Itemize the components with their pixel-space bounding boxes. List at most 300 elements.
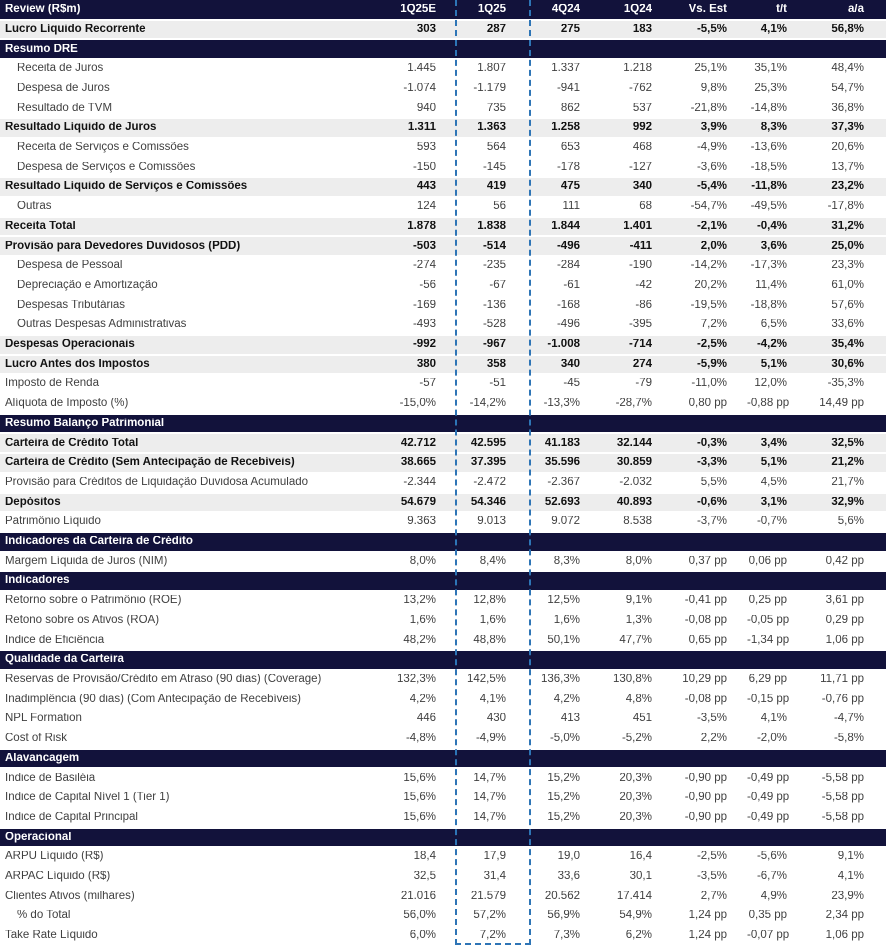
- cell-1q25: -51: [489, 378, 506, 390]
- section-title: Qualidade da Carteira: [5, 654, 124, 666]
- cell-4q24: 275: [560, 23, 580, 35]
- table-row: [0, 256, 886, 276]
- cell-1q24: 130,8%: [612, 674, 652, 685]
- cell-t-t: 0,25 pp: [748, 595, 787, 607]
- cell-vs-est: -0,41 pp: [684, 595, 727, 607]
- row-label: % do Total: [17, 910, 71, 922]
- table-row: [0, 552, 886, 572]
- row-label: ARPAC Líquido (R$): [5, 871, 111, 883]
- cell-1q25e: 446: [416, 713, 436, 725]
- cell-4q24: 33,6: [557, 871, 580, 883]
- row-label: Despesa de Juros: [17, 82, 110, 94]
- table-row: [0, 847, 886, 867]
- column-header-1q25: 1Q25: [477, 3, 506, 15]
- cell-1q24: 20,3%: [619, 772, 652, 784]
- cell-1q25: -1.179: [473, 82, 506, 94]
- cell-1q24: -2.032: [619, 476, 652, 488]
- cell-t-t: 5,1%: [760, 358, 787, 370]
- cell-t-t: -0,49 pp: [747, 772, 790, 784]
- row-label: Reservas de Provisão/Crédito em Atraso (90 dias) (Coverage): [5, 674, 322, 685]
- cell-vs-est: -14,2%: [690, 260, 727, 272]
- cell-t-t: -4,2%: [756, 339, 787, 351]
- cell-1q25e: 380: [416, 358, 436, 370]
- cell-1q25: 1,6%: [479, 614, 506, 626]
- cell-t-t: 0,35 pp: [748, 910, 787, 922]
- cell-vs-est: 0,37 pp: [688, 555, 727, 567]
- cell-4q24: 1.258: [551, 122, 580, 134]
- cell-1q25e: 56,0%: [403, 910, 436, 922]
- table-row: [0, 79, 886, 99]
- cell-1q25: -67: [489, 279, 506, 291]
- row-label: Lucro Antes dos Impostos: [5, 358, 150, 370]
- cell-a-a: 13,7%: [831, 161, 864, 173]
- cell-a-a: 57,6%: [831, 299, 864, 311]
- cell-a-a: 1,06 pp: [825, 634, 864, 646]
- cell-1q25: 17,9: [483, 851, 506, 863]
- cell-4q24: 4,2%: [553, 693, 580, 705]
- cell-1q24: 8.538: [623, 516, 652, 528]
- table-header-row: [0, 0, 886, 20]
- cell-1q25: 358: [486, 358, 506, 370]
- cell-t-t: 12,0%: [754, 378, 787, 390]
- section-header-row: [0, 828, 886, 848]
- row-label: Índice de Eficiência: [5, 634, 105, 646]
- table-row: [0, 177, 886, 197]
- cell-vs-est: -19,5%: [690, 299, 727, 311]
- row-label: Resultado Líquido de Serviços e Comissões: [5, 181, 248, 193]
- cell-1q25: 57,2%: [473, 910, 506, 922]
- cell-t-t: 3,4%: [760, 437, 787, 449]
- cell-1q25: 21.579: [470, 890, 506, 902]
- header-label: Review (R$m): [5, 3, 81, 15]
- cell-1q25e: 15,6%: [403, 772, 436, 784]
- cell-1q25e: 4,2%: [409, 693, 436, 705]
- cell-a-a: 2,34 pp: [825, 910, 864, 922]
- cell-1q25: 1.363: [477, 122, 506, 134]
- cell-4q24: 1,6%: [553, 614, 580, 626]
- cell-t-t: -0,49 pp: [747, 811, 790, 823]
- row-label: Despesa de Serviços e Comissões: [17, 161, 196, 173]
- cell-1q24: -42: [635, 279, 652, 291]
- cell-1q25: 735: [486, 102, 506, 114]
- cell-1q24: -411: [629, 240, 652, 252]
- cell-1q25: -4,9%: [475, 733, 506, 745]
- cell-a-a: 23,3%: [831, 260, 864, 272]
- column-header-t-t: t/t: [776, 3, 787, 15]
- cell-4q24: -284: [556, 260, 580, 272]
- cell-1q25e: 13,2%: [403, 595, 436, 607]
- cell-4q24: 15,2%: [547, 772, 580, 784]
- cell-4q24: 15,2%: [547, 811, 580, 823]
- cell-t-t: 11,4%: [755, 279, 787, 291]
- cell-1q25e: 21.016: [400, 890, 436, 902]
- cell-vs-est: -3,3%: [696, 457, 727, 469]
- table-row: [0, 276, 886, 296]
- cell-t-t: 6,29 pp: [748, 674, 787, 685]
- cell-1q25e: 32,5: [413, 871, 436, 883]
- table-row: [0, 355, 886, 375]
- cell-a-a: 37,3%: [831, 122, 864, 134]
- cell-1q25e: -2.344: [403, 476, 436, 488]
- cell-1q24: 16,4: [629, 851, 652, 863]
- table-row: [0, 591, 886, 611]
- cell-1q25: 37.395: [470, 457, 506, 469]
- cell-4q24: -496: [556, 319, 580, 331]
- table-row: [0, 59, 886, 79]
- table-row: [0, 887, 886, 907]
- row-label: Carteira de Crédito Total: [5, 437, 139, 449]
- cell-1q24: -28,7%: [615, 398, 652, 410]
- cell-4q24: -45: [563, 378, 580, 390]
- cell-vs-est: -0,3%: [696, 437, 727, 449]
- cell-4q24: -61: [563, 279, 580, 291]
- cell-1q25e: -15,0%: [399, 398, 436, 410]
- section-header-row: [0, 571, 886, 591]
- cell-1q25: 56: [493, 201, 506, 213]
- cell-1q24: 40.893: [616, 496, 652, 508]
- cell-t-t: 3,1%: [760, 496, 787, 508]
- cell-vs-est: -21,8%: [690, 102, 727, 114]
- cell-vs-est: -5,5%: [696, 23, 727, 35]
- cell-1q24: -86: [635, 299, 652, 311]
- cell-t-t: -0,07 pp: [747, 930, 790, 942]
- cell-1q25e: -57: [419, 378, 436, 390]
- row-label: Cost of Risk: [5, 733, 67, 745]
- cell-a-a: 30,6%: [831, 358, 864, 370]
- cell-1q25: 14,7%: [473, 811, 506, 823]
- cell-4q24: -1.008: [547, 339, 580, 351]
- row-label: Retono sobre os Ativos (ROA): [5, 614, 160, 626]
- cell-vs-est: -0,08 pp: [684, 614, 727, 626]
- cell-4q24: 9.072: [551, 516, 580, 528]
- row-label: Imposto de Renda: [5, 378, 99, 390]
- section-header-row: [0, 39, 886, 59]
- cell-1q25e: 593: [416, 142, 436, 154]
- cell-4q24: 413: [560, 713, 580, 725]
- cell-vs-est: 2,0%: [700, 240, 727, 252]
- row-label: Margem Líquida de Juros (NIM): [5, 555, 168, 567]
- cell-vs-est: -54,7%: [690, 201, 727, 213]
- cell-vs-est: 5,5%: [700, 476, 727, 488]
- cell-t-t: 25,3%: [754, 82, 787, 94]
- cell-1q25: 564: [486, 142, 506, 154]
- cell-4q24: -5,0%: [549, 733, 580, 745]
- row-label: NPL Formation: [5, 713, 82, 725]
- cell-1q25: 54.346: [470, 496, 506, 508]
- row-label: Índice de Capital Nível 1 (Tier 1): [5, 792, 170, 804]
- cell-4q24: 1.844: [551, 220, 580, 232]
- cell-1q25e: -4,8%: [405, 733, 436, 745]
- row-label: Receita de Juros: [17, 63, 104, 75]
- cell-a-a: 36,8%: [831, 102, 864, 114]
- cell-a-a: 21,7%: [831, 476, 864, 488]
- cell-1q25e: 42.712: [400, 437, 436, 449]
- cell-1q25e: 1,6%: [409, 614, 436, 626]
- cell-vs-est: -0,90 pp: [684, 792, 727, 804]
- cell-1q25e: -1.074: [403, 82, 436, 94]
- row-label: Índice de Capital Principal: [5, 811, 138, 823]
- cell-1q25e: 8,0%: [409, 555, 436, 567]
- cell-a-a: 9,1%: [837, 851, 864, 863]
- section-header-row: [0, 414, 886, 434]
- cell-t-t: -13,6%: [750, 142, 787, 154]
- cell-vs-est: -0,90 pp: [684, 772, 727, 784]
- cell-1q24: -5,2%: [621, 733, 652, 745]
- cell-a-a: -4,7%: [833, 713, 864, 725]
- cell-1q25e: 303: [416, 23, 436, 35]
- cell-t-t: 35,1%: [754, 63, 787, 75]
- table-row: [0, 236, 886, 256]
- cell-1q24: 1.218: [623, 63, 652, 75]
- table-row: [0, 433, 886, 453]
- cell-t-t: 4,1%: [760, 23, 787, 35]
- table-row: [0, 808, 886, 828]
- cell-1q25: 48,8%: [473, 634, 506, 646]
- cell-vs-est: 1,24 pp: [688, 910, 727, 922]
- cell-vs-est: -3,5%: [696, 871, 727, 883]
- cell-1q25: 287: [486, 23, 506, 35]
- cell-1q25e: -169: [412, 299, 436, 311]
- column-header-1q24: 1Q24: [623, 3, 652, 15]
- cell-t-t: -0,15 pp: [747, 693, 790, 705]
- table-row: [0, 335, 886, 355]
- table-row: [0, 690, 886, 710]
- cell-vs-est: -0,6%: [696, 496, 727, 508]
- table-row: [0, 512, 886, 532]
- cell-vs-est: -2,5%: [696, 851, 727, 863]
- cell-4q24: -2.367: [547, 476, 580, 488]
- column-header-a-a: a/a: [848, 3, 864, 15]
- cell-t-t: 0,06 pp: [748, 555, 787, 567]
- table-body: [0, 20, 886, 946]
- cell-4q24: 653: [560, 142, 580, 154]
- row-label: Provisão para Devedores Duvidosos (PDD): [5, 240, 241, 252]
- row-label: Índice de Basiléia: [5, 772, 96, 784]
- cell-vs-est: 25,1%: [694, 63, 727, 75]
- cell-a-a: 0,29 pp: [825, 614, 864, 626]
- cell-vs-est: -3,7%: [696, 516, 727, 528]
- section-header-row: [0, 749, 886, 769]
- cell-1q24: 451: [632, 713, 652, 725]
- section-header-row: [0, 650, 886, 670]
- cell-a-a: -0,76 pp: [821, 693, 864, 705]
- cell-1q25e: -992: [412, 339, 436, 351]
- section-title: Alavancagem: [5, 752, 80, 764]
- cell-vs-est: 1,24 pp: [688, 930, 727, 942]
- cell-vs-est: -0,08 pp: [684, 693, 727, 705]
- cell-t-t: -5,6%: [756, 851, 787, 863]
- cell-4q24: 35.596: [544, 457, 580, 469]
- cell-1q24: 32.144: [616, 437, 652, 449]
- cell-t-t: 4,9%: [760, 890, 787, 902]
- cell-1q25e: 15,6%: [403, 792, 436, 804]
- cell-4q24: 56,9%: [547, 910, 580, 922]
- cell-a-a: 20,6%: [831, 142, 864, 154]
- table-row: [0, 20, 886, 40]
- cell-1q24: 68: [639, 201, 652, 213]
- column-header-4q24: 4Q24: [551, 3, 580, 15]
- cell-a-a: 61,0%: [831, 279, 864, 291]
- cell-1q24: 8,0%: [625, 555, 652, 567]
- cell-4q24: 12,5%: [547, 595, 580, 607]
- cell-t-t: 6,5%: [760, 319, 787, 331]
- cell-vs-est: 2,7%: [700, 890, 727, 902]
- cell-4q24: 50,1%: [547, 634, 580, 646]
- cell-1q25e: 15,6%: [403, 811, 436, 823]
- table-row: [0, 138, 886, 158]
- cell-1q25e: 124: [416, 201, 436, 213]
- cell-vs-est: -2,1%: [696, 220, 727, 232]
- cell-1q24: -762: [628, 82, 652, 94]
- table-row: [0, 493, 886, 513]
- cell-4q24: 475: [560, 181, 580, 193]
- table-row: [0, 867, 886, 887]
- section-title: Resumo DRE: [5, 43, 78, 55]
- cell-t-t: -11,8%: [751, 181, 787, 193]
- table-row: [0, 729, 886, 749]
- cell-1q25e: -503: [412, 240, 436, 252]
- cell-a-a: -5,8%: [833, 733, 864, 745]
- cell-4q24: 7,3%: [553, 930, 580, 942]
- cell-1q24: 20,3%: [619, 811, 652, 823]
- row-label: Receita Total: [5, 220, 76, 232]
- table-row: [0, 315, 886, 335]
- cell-1q25: -967: [482, 339, 506, 351]
- cell-1q25: 1.838: [477, 220, 506, 232]
- cell-1q24: 30.859: [616, 457, 652, 469]
- cell-t-t: 8,3%: [760, 122, 787, 134]
- cell-vs-est: -11,0%: [691, 378, 727, 390]
- cell-a-a: 4,1%: [837, 871, 864, 883]
- cell-4q24: 111: [562, 201, 580, 213]
- cell-1q25e: -56: [419, 279, 436, 291]
- cell-vs-est: 10,29 pp: [682, 674, 727, 685]
- table-row: [0, 670, 886, 690]
- cell-a-a: -35,3%: [827, 378, 864, 390]
- cell-a-a: -17,8%: [827, 201, 864, 213]
- cell-t-t: -1,34 pp: [747, 634, 790, 646]
- cell-t-t: 5,1%: [760, 457, 787, 469]
- cell-a-a: 21,2%: [831, 457, 864, 469]
- cell-vs-est: 9,8%: [700, 82, 727, 94]
- cell-vs-est: -5,9%: [696, 358, 727, 370]
- cell-t-t: -18,8%: [750, 299, 787, 311]
- cell-t-t: -0,4%: [756, 220, 787, 232]
- cell-t-t: -2,0%: [756, 733, 787, 745]
- cell-1q24: 9,1%: [625, 595, 652, 607]
- row-label: Depósitos: [5, 496, 61, 508]
- table-row: [0, 768, 886, 788]
- row-label: Despesa de Pessoal: [17, 260, 123, 272]
- cell-1q24: 468: [632, 142, 652, 154]
- cell-t-t: -6,7%: [756, 871, 787, 883]
- cell-a-a: 31,2%: [831, 220, 864, 232]
- cell-1q24: 340: [632, 181, 652, 193]
- row-label: Receita de Serviços e Comissões: [17, 142, 189, 154]
- row-label: Retorno sobre o Patrimônio (ROE): [5, 595, 182, 607]
- cell-1q24: 54,9%: [619, 910, 652, 922]
- cell-1q25e: 6,0%: [409, 930, 436, 942]
- cell-1q25e: 38.665: [400, 457, 436, 469]
- cell-4q24: 1.337: [551, 63, 580, 75]
- cell-1q25: 14,7%: [473, 792, 506, 804]
- table-row: [0, 99, 886, 119]
- cell-t-t: -0,88 pp: [747, 398, 790, 410]
- cell-1q25e: 1.878: [407, 220, 436, 232]
- cell-4q24: -496: [556, 240, 580, 252]
- table-row: [0, 926, 886, 946]
- cell-1q25: -145: [482, 161, 506, 173]
- cell-1q24: 6,2%: [625, 930, 652, 942]
- cell-vs-est: 3,9%: [700, 122, 727, 134]
- column-header-vs-est: Vs. Est: [688, 3, 727, 15]
- cell-t-t: 3,6%: [760, 240, 787, 252]
- cell-1q24: 1,3%: [625, 614, 652, 626]
- cell-1q24: -190: [628, 260, 652, 272]
- cell-1q24: 4,8%: [625, 693, 652, 705]
- table-row: [0, 158, 886, 178]
- cell-a-a: 35,4%: [831, 339, 864, 351]
- table-row: [0, 709, 886, 729]
- cell-4q24: -178: [556, 161, 580, 173]
- cell-vs-est: 2,2%: [700, 733, 727, 745]
- cell-vs-est: -3,6%: [696, 161, 727, 173]
- row-label: Resultado de TVM: [17, 102, 113, 114]
- cell-1q25: -235: [482, 260, 506, 272]
- cell-1q25: 1.807: [477, 63, 506, 75]
- cell-1q25e: -150: [412, 161, 436, 173]
- row-label: Depreciação e Amortização: [17, 279, 158, 291]
- cell-a-a: 33,6%: [831, 319, 864, 331]
- cell-1q24: -395: [628, 319, 652, 331]
- table-row: [0, 394, 886, 414]
- table-row: [0, 906, 886, 926]
- cell-t-t: 4,5%: [760, 476, 787, 488]
- table-row: [0, 473, 886, 493]
- cell-1q25: 14,7%: [473, 772, 506, 784]
- cell-vs-est: -3,5%: [696, 713, 727, 725]
- cell-a-a: 5,6%: [837, 516, 864, 528]
- cell-1q25: -136: [482, 299, 506, 311]
- cell-1q25: 4,1%: [479, 693, 506, 705]
- row-label: Carteira de Crédito (Sem Antecipação de Recebíveis): [5, 457, 295, 469]
- section-title: Indicadores da Carteira de Crédito: [5, 536, 193, 548]
- row-label: Patrimônio Líquido: [5, 516, 101, 528]
- cell-t-t: -14,8%: [750, 102, 787, 114]
- cell-4q24: -168: [556, 299, 580, 311]
- cell-1q24: -79: [635, 378, 652, 390]
- cell-a-a: 32,5%: [831, 437, 864, 449]
- row-label: Resultado Líquido de Juros: [5, 122, 157, 134]
- cell-1q24: 537: [632, 102, 652, 114]
- cell-a-a: 1,06 pp: [825, 930, 864, 942]
- cell-1q24: -127: [628, 161, 652, 173]
- cell-1q25: 7,2%: [479, 930, 506, 942]
- row-label: Outras: [17, 201, 52, 213]
- row-label: ARPU Líquido (R$): [5, 851, 104, 863]
- cell-t-t: -18,5%: [750, 161, 787, 173]
- cell-a-a: 25,0%: [831, 240, 864, 252]
- cell-1q25e: 132,3%: [396, 674, 436, 685]
- cell-1q25: 42.595: [470, 437, 506, 449]
- cell-1q24: 1.401: [623, 220, 652, 232]
- cell-a-a: 14,49 pp: [819, 398, 864, 410]
- cell-4q24: 8,3%: [553, 555, 580, 567]
- cell-1q25e: -274: [412, 260, 436, 272]
- cell-1q25: 8,4%: [479, 555, 506, 567]
- cell-t-t: 4,1%: [760, 713, 787, 725]
- row-label: Despesas Tributárias: [17, 299, 126, 311]
